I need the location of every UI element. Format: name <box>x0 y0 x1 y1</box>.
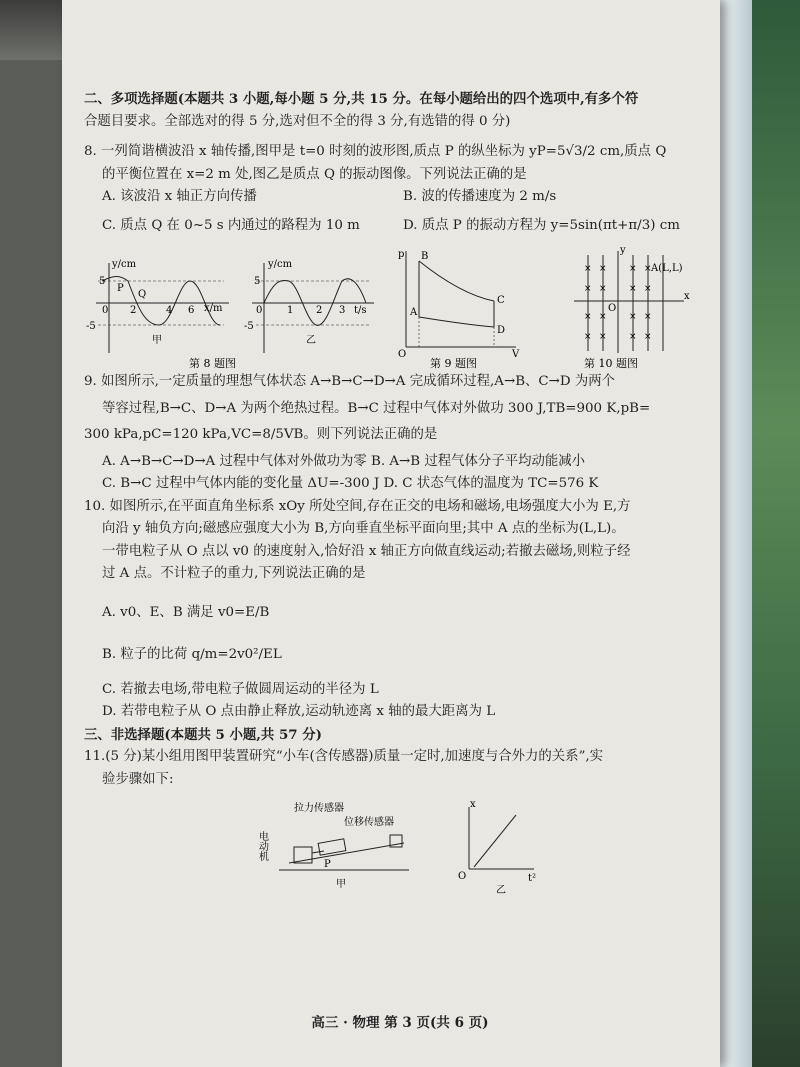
fig8a-tick-4: 4 <box>166 305 173 316</box>
photo-right-background <box>752 0 800 1067</box>
q11-line-1: 11.(5 分)某小组用图甲装置研究“小车(含传感器)质量一定时,加速度与合外力的关系”,实 <box>84 749 604 764</box>
fig8a-tick-5: 5 <box>99 276 106 287</box>
q8-option-d: D. 质点 P 的振动方程为 y=5sin(πt+π/3) cm <box>403 217 680 233</box>
svg-text:×: × <box>644 284 652 294</box>
svg-text:×: × <box>644 264 652 274</box>
fig8a-tick-6: 6 <box>188 305 195 316</box>
fig9-o-label: O <box>398 349 407 360</box>
q11-line-2: 验步骤如下: <box>102 771 174 787</box>
fig9-c-label: C <box>497 295 505 306</box>
figures-svg <box>84 241 704 369</box>
q8-option-a: A. 该波沿 x 轴正方向传播 <box>102 189 257 204</box>
q11-displacement-sensor-label: 位移传感器 <box>344 817 394 828</box>
q11-fig-jia: 甲 <box>336 879 346 890</box>
q8-stem-2: 的平衡位置在 x=2 m 处,图乙是质点 Q 的振动图像。下列说法正确的是 <box>102 166 527 182</box>
fig9-b-label: B <box>421 251 429 262</box>
fig10-x-label: x <box>684 291 690 302</box>
q10-option-d: D. 若带电粒子从 O 点由静止释放,运动轨迹离 x 轴的最大距离为 L <box>102 704 496 719</box>
fig8b-tick-5: 5 <box>254 276 261 287</box>
fig9-p-label: p <box>398 249 405 260</box>
svg-text:×: × <box>584 264 592 274</box>
q11-figures <box>84 795 704 895</box>
svg-text:×: × <box>644 312 652 322</box>
q8-stem-1: 8. 一列简谐横波沿 x 轴传播,图甲是 t=0 时刻的波形图,质点 P 的纵坐标为 yP=5√3/2 cm,质点 Q <box>84 144 667 159</box>
q11-graph <box>469 807 534 869</box>
q11-fig-yi: 乙 <box>496 885 506 895</box>
fig9-v-label: V <box>512 349 520 360</box>
section2-title-cont: 合题目要求。全部选对的得 5 分,选对但不全的得 3 分,有选错的得 0 分) <box>84 113 511 129</box>
q9-line-2: 等容过程,B→C、D→A 为两个绝热过程。B→C 过程中气体对外做功 300 J,TB=900 K,pB= <box>102 400 651 416</box>
svg-text:×: × <box>629 284 637 294</box>
q10-option-b: B. 粒子的比荷 q/m=2v0²/EL <box>102 647 282 662</box>
svg-text:×: × <box>644 332 652 342</box>
q9-options-ab: A. A→B→C→D→A 过程中气体对外做功为零 B. A→B 过程气体分子平均动能减小 <box>102 453 586 469</box>
q8-option-c: C. 质点 Q 在 0~5 s 内通过的路程为 10 m <box>102 217 360 233</box>
fig8b-tick-2: 2 <box>316 305 323 316</box>
q8-option-b: B. 波的传播速度为 2 m/s <box>403 189 557 204</box>
q10-line-3: 一带电粒子从 O 点以 v0 的速度射入,恰好沿 x 轴正方向做直线运动;若撤去磁场,则粒子经 <box>102 543 631 559</box>
fig8a-tick-2: 2 <box>130 305 137 316</box>
svg-text:×: × <box>599 332 607 342</box>
fig9-title: 第 9 题图 <box>430 357 477 369</box>
fig8a-tick-neg5: -5 <box>86 321 96 332</box>
q11-graph-t2-label: t² <box>528 873 537 884</box>
svg-text:×: × <box>629 312 637 322</box>
q9-line-1: 9. 如图所示,一定质量的理想气体状态 A→B→C→D→A 完成循环过程,A→B、C→D 为两个 <box>84 374 616 389</box>
svg-text:×: × <box>599 264 607 274</box>
fig8b-tick-1: 1 <box>287 305 294 316</box>
fig8a-tick-0: 0 <box>102 305 109 316</box>
svg-text:×: × <box>599 284 607 294</box>
q11-graph-o-label: O <box>458 871 467 882</box>
q9-line-3: 300 kPa,pC=120 kPa,VC=8/5VB。则下列说法正确的是 <box>84 427 438 442</box>
figures-row <box>84 241 704 369</box>
q11-apparatus <box>279 835 409 870</box>
q10-line-2: 向沿 y 轴负方向;磁感应强度大小为 B,方向垂直坐标平面向里;其中 A 点的坐标为(L,L)。 <box>102 521 625 536</box>
svg-text:×: × <box>629 332 637 342</box>
fig10-o-label: O <box>608 303 617 314</box>
fig8a-point-p: P <box>117 283 124 294</box>
page-footer: 高三 · 物理 第 3 页(共 6 页) <box>311 1015 489 1031</box>
fig8b-ylabel: y/cm <box>268 259 293 270</box>
fig9-a-label: A <box>410 307 418 318</box>
fig10-title: 第 10 题图 <box>584 357 638 369</box>
svg-text:×: × <box>584 312 592 322</box>
svg-text:×: × <box>584 332 592 342</box>
q10-option-c: C. 若撤去电场,带电粒子做圆周运动的半径为 L <box>102 681 379 697</box>
q11-motor-label: 电动机 <box>256 831 268 861</box>
q8-options-ab <box>84 186 704 209</box>
svg-text:×: × <box>629 264 637 274</box>
fig8a-point-q: Q <box>138 289 147 300</box>
svg-text:×: × <box>599 312 607 322</box>
fig8a-ylabel: y/cm <box>112 259 137 270</box>
fig8b-tick-3: 3 <box>339 305 346 316</box>
section3-title: 三、非选择题(本题共 5 小题,共 57 分) <box>84 726 323 743</box>
q11-graph-x-label: x <box>470 799 476 810</box>
fig10-y-label: y <box>620 245 626 256</box>
fig8b-tick-0: 0 <box>256 305 263 316</box>
fig8-title: 第 8 题图 <box>189 357 236 369</box>
q9-options-cd: C. B→C 过程中气体内能的变化量 ΔU=-300 J D. C 状态气体的温度为 TC=576 K <box>102 476 599 491</box>
q10-line-1: 10. 如图所示,在平面直角坐标系 xOy 所处空间,存在正交的电场和磁场,电场强度大小为 E,方 <box>84 498 631 514</box>
fig9-d-label: D <box>497 325 506 336</box>
fig8b-tick-neg5: -5 <box>244 321 254 332</box>
q8-options-cd <box>84 215 704 238</box>
svg-text:×: × <box>584 284 592 294</box>
exam-content <box>84 88 704 895</box>
fig8b-caption: 乙 <box>306 335 316 346</box>
fig8b-xlabel: t/s <box>354 305 367 316</box>
fig8a-caption: 甲 <box>152 335 162 346</box>
q11-p-label: P <box>324 859 331 870</box>
fig10-point-a: A(L,L) <box>651 263 683 274</box>
q11-figures-svg <box>84 795 704 895</box>
fig8a-xlabel: x/m <box>204 303 223 314</box>
section2-title: 二、多项选择题(本题共 3 小题,每小题 5 分,共 15 分。在每小题给出的四个选项中,有多个符 <box>84 91 639 107</box>
q10-option-a: A. v0、E、B 满足 v0=E/B <box>102 604 270 620</box>
q11-force-sensor-label: 拉力传感器 <box>294 803 344 814</box>
q10-line-4: 过 A 点。不计粒子的重力,下列说法正确的是 <box>102 566 366 581</box>
